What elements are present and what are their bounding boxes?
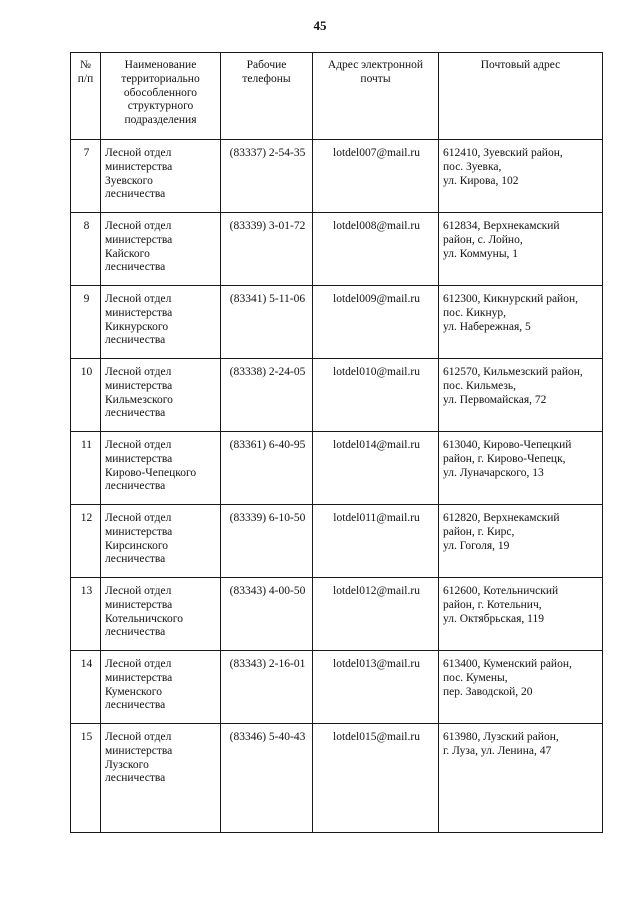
email-address: lotdel015@mail.ru (313, 724, 439, 833)
work-phone: (83339) 3-01-72 (221, 213, 313, 286)
row-number: 13 (71, 578, 101, 651)
table-row (71, 213, 603, 286)
text-line: пос. Кикнур, (443, 306, 506, 319)
subdivision-name (101, 213, 221, 286)
text-line: Кирово-Чепецкого (105, 466, 197, 479)
text-line: 612820, Верхнекамский (443, 512, 560, 524)
text-line: министерства (105, 744, 173, 757)
text-line: ул. Набережная, 5 (443, 320, 531, 333)
text-line: министерства (105, 598, 173, 611)
text-line: Наименование (124, 59, 197, 71)
text-line: район, г. Котельнич, (443, 598, 542, 611)
subdivision-name (101, 505, 221, 578)
text-line: Рабочие (246, 59, 287, 71)
header-subdivision-name (101, 53, 221, 140)
postal-address (439, 359, 603, 432)
text-line: Лузского (105, 758, 149, 771)
text-line: структурного (127, 100, 194, 113)
postal-address (439, 578, 603, 651)
email-address: lotdel011@mail.ru (313, 505, 439, 578)
postal-address (439, 724, 603, 833)
text-line: почты (360, 72, 391, 85)
table-row (71, 359, 603, 432)
text-line: лесничества (105, 553, 166, 566)
text-line: Лесной отдел (105, 293, 172, 305)
forestry-departments-table (70, 52, 603, 833)
text-line: Адрес электронной (327, 59, 424, 71)
text-line: п/п (77, 72, 94, 85)
page-number: 45 (313, 18, 327, 33)
postal-address (439, 213, 603, 286)
text-line: Кирсинского (105, 539, 169, 552)
row-number: 9 (71, 286, 101, 359)
text-line: подразделения (124, 114, 197, 127)
postal-address (439, 286, 603, 359)
subdivision-name (101, 140, 221, 213)
text-line: пос. Кильмезь, (443, 379, 517, 392)
text-line: Куменского (105, 685, 162, 698)
work-phone: (83337) 2-54-35 (221, 140, 313, 213)
text-line: территориально (121, 72, 200, 85)
subdivision-name (101, 724, 221, 833)
text-line: район, г. Кирово-Чепецк, (443, 452, 566, 465)
text-line: Котельничского (105, 612, 183, 625)
row-number: 8 (71, 213, 101, 286)
text-line: пос. Кумены, (443, 671, 508, 684)
text-line: лесничества (105, 334, 166, 347)
table-row (71, 651, 603, 724)
text-line: министерства (105, 452, 173, 465)
postal-address (439, 140, 603, 213)
text-line: 612834, Верхнекамский (443, 220, 560, 232)
text-line: Кильмезского (105, 393, 173, 406)
header-postal-address (439, 53, 603, 140)
email-address: lotdel007@mail.ru (313, 140, 439, 213)
subdivision-name (101, 578, 221, 651)
text-line: Кайского (105, 247, 150, 260)
row-number: 12 (71, 505, 101, 578)
text-line: лесничества (105, 480, 166, 493)
text-line: Почтовый адрес (480, 59, 561, 71)
row-number: 7 (71, 140, 101, 213)
table-row (71, 432, 603, 505)
email-address: lotdel012@mail.ru (313, 578, 439, 651)
text-line: Лесной отдел (105, 585, 172, 597)
work-phone: (83343) 4-00-50 (221, 578, 313, 651)
text-line: ул. Луначарского, 13 (443, 466, 544, 479)
text-line: министерства (105, 306, 173, 319)
text-line: Лесной отдел (105, 366, 172, 378)
text-line: ул. Кирова, 102 (443, 174, 519, 187)
work-phone: (83338) 2-24-05 (221, 359, 313, 432)
subdivision-name (101, 651, 221, 724)
work-phone: (83343) 2-16-01 (221, 651, 313, 724)
text-line: лесничества (105, 407, 166, 420)
text-line: лесничества (105, 188, 166, 201)
email-address: lotdel013@mail.ru (313, 651, 439, 724)
text-line: министерства (105, 525, 173, 538)
row-number: 15 (71, 724, 101, 833)
email-address: lotdel010@mail.ru (313, 359, 439, 432)
text-line: ул. Первомайская, 72 (443, 393, 547, 406)
text-line: пер. Заводской, 20 (443, 685, 533, 698)
text-line: 613980, Лузский район, (443, 731, 559, 743)
text-line: Кикнурского (105, 320, 169, 333)
table-row (71, 578, 603, 651)
table-row (71, 140, 603, 213)
text-line: лесничества (105, 261, 166, 274)
text-line: министерства (105, 671, 173, 684)
text-line: министерства (105, 379, 173, 392)
text-line: Лесной отдел (105, 512, 172, 524)
text-line: Лесной отдел (105, 439, 172, 451)
text-line: ул. Октябрьская, 119 (443, 612, 544, 625)
text-line: министерства (105, 160, 173, 173)
text-line: Лесной отдел (105, 731, 172, 743)
text-line: г. Луза, ул. Ленина, 47 (443, 744, 552, 757)
text-line: Лесной отдел (105, 658, 172, 670)
text-line: ул. Гоголя, 19 (443, 539, 510, 552)
text-line: Зуевского (105, 174, 153, 187)
email-address: lotdel008@mail.ru (313, 213, 439, 286)
text-line: ул. Коммуны, 1 (443, 247, 519, 260)
work-phone: (83346) 5-40-43 (221, 724, 313, 833)
work-phone: (83361) 6-40-95 (221, 432, 313, 505)
text-line: 613040, Кирово-Чепецкий (443, 439, 572, 451)
subdivision-name (101, 432, 221, 505)
text-line: лесничества (105, 699, 166, 712)
work-phone: (83341) 5-11-06 (221, 286, 313, 359)
subdivision-name (101, 359, 221, 432)
header-phones (221, 53, 313, 140)
text-line: район, с. Лойно, (443, 233, 523, 246)
table-row (71, 286, 603, 359)
text-line: № (80, 59, 91, 71)
subdivision-name (101, 286, 221, 359)
email-address: lotdel014@mail.ru (313, 432, 439, 505)
postal-address (439, 505, 603, 578)
table-row (71, 505, 603, 578)
header-email (313, 53, 439, 140)
text-line: район, г. Кирс, (443, 525, 515, 538)
text-line: 612600, Котельничский (443, 585, 559, 597)
text-line: министерства (105, 233, 173, 246)
text-line: 612410, Зуевский район, (443, 147, 563, 159)
row-number: 14 (71, 651, 101, 724)
table-header-row (71, 53, 603, 140)
text-line: 612300, Кикнурский район, (443, 293, 578, 305)
text-line: обособленного (123, 86, 198, 99)
postal-address (439, 651, 603, 724)
row-number: 10 (71, 359, 101, 432)
text-line: 612570, Кильмезский район, (443, 366, 583, 378)
table-body (71, 140, 603, 833)
text-line: Лесной отдел (105, 220, 172, 232)
row-number: 11 (71, 432, 101, 505)
text-line: лесничества (105, 772, 166, 785)
work-phone: (83339) 6-10-50 (221, 505, 313, 578)
postal-address (439, 432, 603, 505)
email-address: lotdel009@mail.ru (313, 286, 439, 359)
text-line: лесничества (105, 626, 166, 639)
text-line: пос. Зуевка, (443, 160, 502, 173)
table-row (71, 724, 603, 833)
header-number (71, 53, 101, 140)
text-line: Лесной отдел (105, 147, 172, 159)
text-line: 613400, Куменский район, (443, 658, 572, 670)
text-line: телефоны (242, 72, 291, 85)
